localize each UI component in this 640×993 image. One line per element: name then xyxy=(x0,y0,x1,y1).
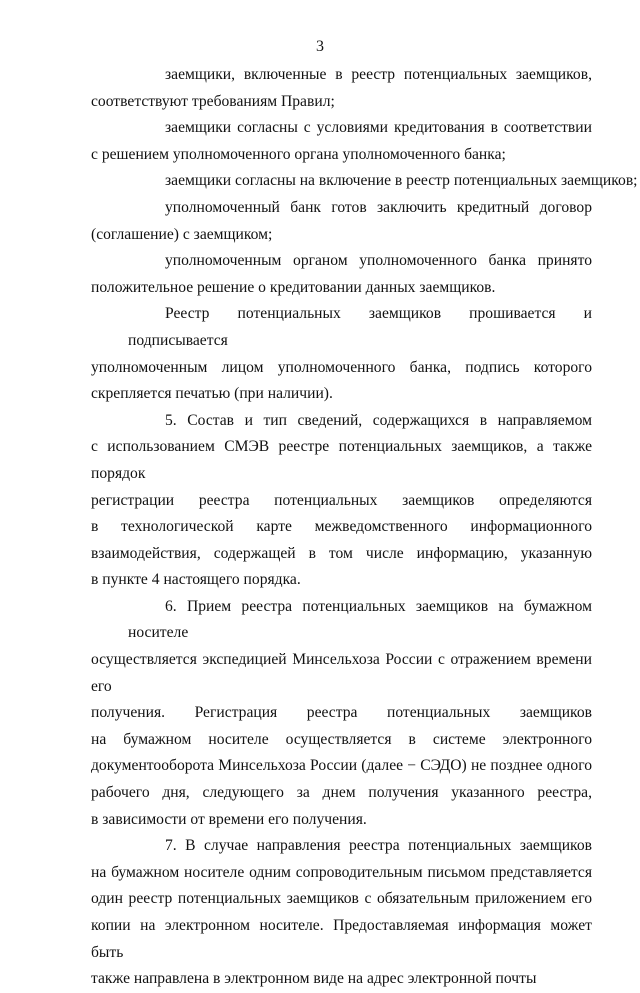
paragraph xyxy=(91,115,592,168)
paragraph xyxy=(91,594,592,833)
text-line: 6. Прием реестра потенциальных заемщиков на бумажном носителе xyxy=(128,597,592,642)
text-line: заемщики, включенные в реестр потенциальных заемщиков, xyxy=(165,66,592,83)
paragraph xyxy=(91,833,592,993)
text-line: на бумажном носителе одним сопроводительным письмом представляется xyxy=(91,863,592,881)
text-line: 5. Состав и тип сведений, содержащихся в направляемом xyxy=(165,411,592,429)
text-line: с использованием СМЭВ реестре потенциальных заемщиков, а также порядок xyxy=(91,438,592,482)
paragraph xyxy=(91,195,592,248)
text-line: заемщики согласны с условиями кредитования в соответствии xyxy=(165,119,592,137)
paragraph xyxy=(91,408,592,594)
text-line: в технологической карте межведомственного информационного xyxy=(91,518,592,536)
text-line: (соглашение) с заемщиком; xyxy=(91,225,273,243)
text-line: на бумажном носителе осуществляется в системе электронного xyxy=(91,730,592,748)
paragraph xyxy=(91,301,592,407)
text-line: рабочего дня, следующего за днем получения указанного реестра, xyxy=(91,784,592,802)
text-line: заемщики согласны на включение в реестр потенциальных заемщиков; xyxy=(165,172,638,190)
paragraph xyxy=(91,248,592,301)
text-line: Реестр потенциальных заемщиков прошивается и подписывается xyxy=(128,305,592,349)
text-line: уполномоченным лицом уполномоченного банка, подпись которого xyxy=(91,358,592,376)
text-line: 7. В случае направления реестра потенциальных заемщиков xyxy=(165,837,592,855)
text-line: осуществляется экспедицией Минсельхоза России с отражением времени его xyxy=(91,651,592,695)
text-line: документооборота Минсельхоза России (далее − СЭДО) не позднее одного xyxy=(91,757,592,775)
text-line: получения. Регистрация реестра потенциальных заемщиков xyxy=(91,704,592,722)
text-line: один реестр потенциальных заемщиков с обязательным приложением его xyxy=(91,890,592,908)
document-body xyxy=(91,62,638,993)
text-line: с решением уполномоченного органа уполномоченного банка; xyxy=(91,145,506,163)
text-line: в пункте 4 настоящего порядка. xyxy=(91,571,301,589)
text-line: положительное решение о кредитовании данных заемщиков. xyxy=(91,278,496,296)
paragraph xyxy=(91,168,638,195)
text-line: копии на электронном носителе. Предоставляемая информация может быть xyxy=(91,917,592,961)
text-line: также направлена в электронном виде на адрес электронной почты xyxy=(91,970,537,988)
page-number: 3 xyxy=(316,38,324,55)
text-line: регистрации реестра потенциальных заемщиков определяются xyxy=(91,491,592,509)
text-line: уполномоченным органом уполномоченного банка принято xyxy=(165,252,592,270)
text-line: взаимодействия, содержащей в том числе информацию, указанную xyxy=(91,544,592,562)
text-line: соответствуют требованиям Правил; xyxy=(91,92,335,110)
text-line: уполномоченный банк готов заключить кредитный договор xyxy=(165,198,592,216)
text-line: в зависимости от времени его получения. xyxy=(91,810,367,828)
paragraph xyxy=(91,62,592,115)
text-line: скрепляется печатью (при наличии). xyxy=(91,385,333,403)
